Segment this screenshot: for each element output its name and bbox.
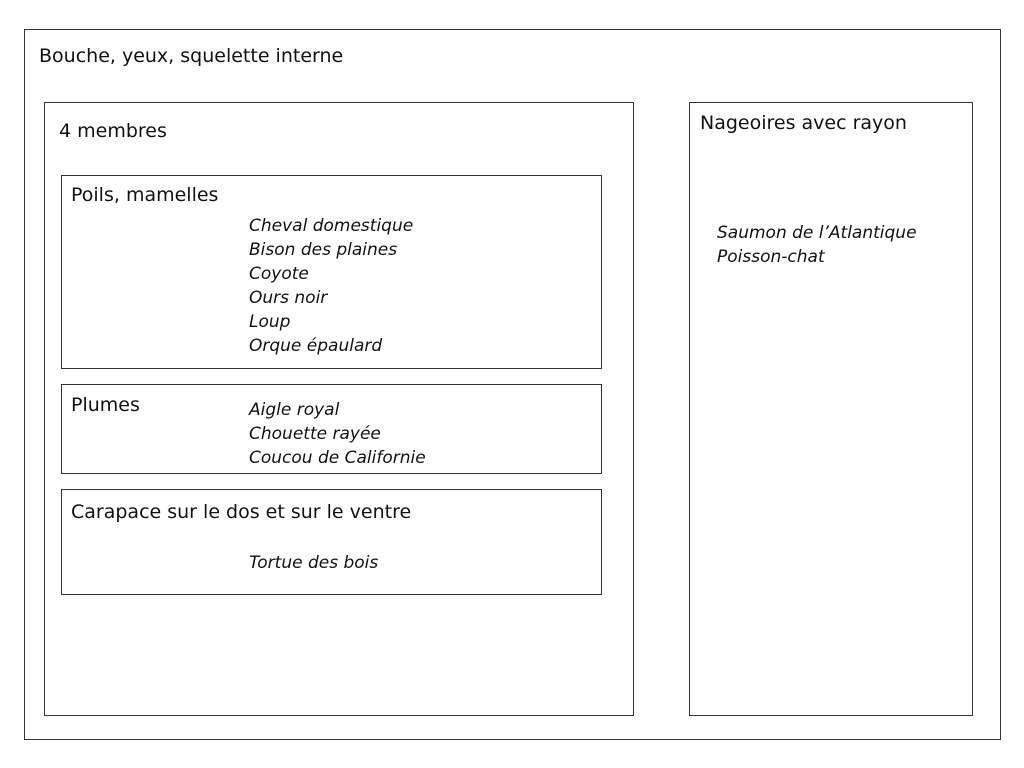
hair-group-label: Poils, mamelles <box>71 184 219 206</box>
four-limbs-group-label: 4 membres <box>59 120 167 142</box>
species-item: Orque épaulard <box>249 336 383 356</box>
shell-group-label: Carapace sur le dos et sur le ventre <box>71 501 412 523</box>
species-item: Ours noir <box>249 288 328 308</box>
four-limbs-group-box <box>44 102 634 716</box>
feathers-group-box <box>61 384 602 474</box>
fins-group-label: Nageoires avec rayon <box>700 112 907 134</box>
species-item: Coucou de Californie <box>249 448 426 468</box>
species-item: Coyote <box>249 264 309 284</box>
species-item: Cheval domestique <box>249 216 414 236</box>
fins-species-list <box>717 221 917 269</box>
species-item: Aigle royal <box>249 400 340 420</box>
shell-species-list <box>249 551 378 575</box>
species-item: Poisson-chat <box>717 247 825 267</box>
vertebrates-group-label: Bouche, yeux, squelette interne <box>39 45 344 67</box>
species-item: Loup <box>249 312 291 332</box>
feathers-species-list <box>249 398 426 470</box>
fins-group-box <box>689 102 973 716</box>
vertebrates-group-box <box>24 29 1001 740</box>
shell-group-box <box>61 489 602 595</box>
species-item: Tortue des bois <box>249 553 379 573</box>
feathers-group-label: Plumes <box>71 394 140 416</box>
hair-species-list <box>249 214 413 358</box>
species-item: Bison des plaines <box>249 240 398 260</box>
species-item: Saumon de l’Atlantique <box>717 223 917 243</box>
species-item: Chouette rayée <box>249 424 381 444</box>
hair-group-box <box>61 175 602 369</box>
